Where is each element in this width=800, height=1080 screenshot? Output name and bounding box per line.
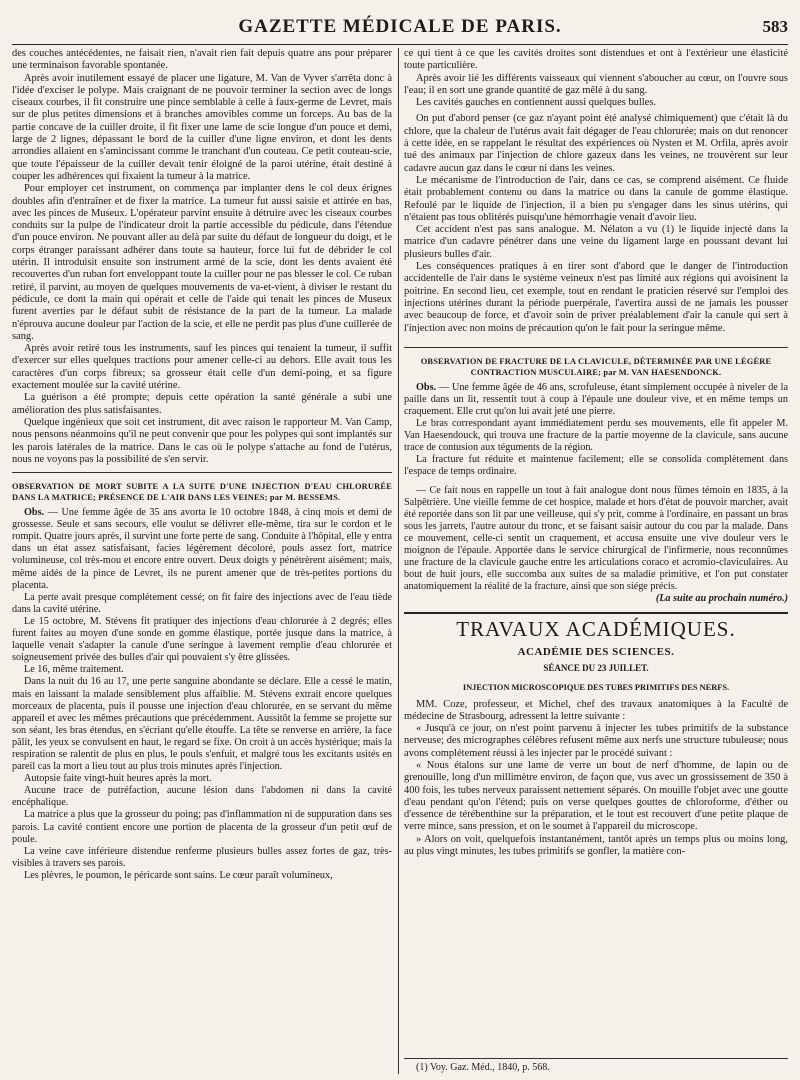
paragraph: Après avoir inutilement essayé de placer une ligature, M. Van de Vyver s'arrêta donc à l'idée d'exciser le polype. Mais craignant de ne pouvoir terminer la section avec de longs ciseaux courbes, il fit construire une pince semblable à celle à faux-germe de Levret, mais sur de plus petites dimensions et à branches amovibles comme un forceps. Au bas de la partie concave de la cuiller droite, il fit fixer une lame de scie longue d'un pouce et demi, large de 2 lignes, dépassant le bord de la cuiller d'une ligne environ, et dont les dents arrondies allaient en s'amincissant comme le tranchant d'un couteau. Ce petit couteau-scie, que toute l'épaisseur de la cuiller devait tenir éloigné de la paroi utérine, était destiné à couper les adhérences qui fixaient la tumeur à la matrice. bbox=[12, 72, 392, 182]
paragraph: Après avoir retiré tous les instruments, sauf les pinces qui tenaient la tumeur, il suffit d'exercer sur elles quelques tractions pour amener celle-ci au dehors. Elle avait tous les caractères d'un corps fibreux; sa grosseur était celle d'un demi-poing, et sa figure exactement moulée sur la cavité utérine. bbox=[12, 343, 392, 392]
paragraph: La fracture fut réduite et maintenue facilement; elle se consolida complètement dans l'espace de temps ordinaire. bbox=[404, 454, 788, 478]
paragraph: — Ce fait nous en rappelle un tout à fait analogue dont nous fûmes témoin en 1835, à la Salpêtrière. Une vieille femme de cet hospice, malade et hors d'état de pouvoir marcher, avait été reportée dans son lit par une veilleuse, qui s'y prit, comme à l'ordinaire, en passant un bras sous les jarrets, l'autre autour du tronc, et se faisant saisir autour du cou par la malade. Dans ce mouvement, celle-ci sentit un craquement, et accusa ensuite une vive douleur vers le moignon de l'épaule. Apportée dans le service chirurgical de l'infirmerie, nous reconnûmes une fracture de la clavicule gauche entre les articulations coraco et acromio-claviculaires. Au bout de huit jours, elle succomba aux suites de sa maladie primitive, et l'on put constater anatomiquement la réalité de la fracture, ainsi que son siége précis. bbox=[404, 484, 788, 593]
paragraph: Le mécanisme de l'introduction de l'air, dans ce cas, se comprend aisément. Ce fluide était probablement contenu ou dans la matrice ou dans la canule de gomme élastique. Refoulé par le liquide de l'injection, il a bien pu s'engager dans les sinus utérins, qui n'étaient pas tous oblitérés puisqu'une hémorrhagie venait d'avoir lieu. bbox=[404, 174, 788, 223]
footnote: (1) Voy. Gaz. Méd., 1840, p. 568. bbox=[404, 1058, 788, 1074]
observation-body bbox=[404, 382, 788, 606]
paragraph: Aucune trace de putréfaction, aucune lésion dans l'abdomen ni dans la cavité encéphalique. bbox=[12, 785, 392, 809]
paragraph: On put d'abord penser (ce gaz n'ayant point été analysé chimiquement) que c'était là du chlore, que la chaleur de l'utérus avait fait dégager de l'eau chlorurée; mais on dut renoncer à cette idée, en se rappelant le résultat des expériences où Nysten et M. Orfila, après avoir tué des animaux par l'injection de chlore gazeux dans les veines, ne trouvèrent sur leur cadavre aucun gaz dans le cœur ni dans les veines. bbox=[404, 113, 788, 174]
paragraph: ce qui tient à ce que les cavités droites sont distendues et ont à l'extérieur une élasticité toute particulière. bbox=[404, 48, 788, 72]
paragraph: Le 16, même traitement. bbox=[24, 664, 124, 676]
paragraph: Autopsie faite vingt-huit heures après la mort. bbox=[24, 773, 212, 785]
separator bbox=[404, 612, 788, 614]
paragraph: des couches antécédentes, ne faisait rien, n'avait rien fait depuis quatre ans pour préparer une terminaison favorable spontanée. bbox=[12, 48, 392, 72]
academy-title: ACADÉMIE DES SCIENCES. bbox=[517, 645, 675, 658]
paragraph: « Jusqu'à ce jour, on n'est point parvenu à injecter les tubes primitifs de la substance nerveuse; des micrographes célèbres refusent même aux nerfs une structure tubuleuse; nous avons complétement réussi à les injecter par le procédé suivant : bbox=[404, 723, 788, 759]
session-date: SÉANCE DU 23 JUILLET. bbox=[543, 662, 649, 673]
paragraph: Pour employer cet instrument, on commença par implanter dens le col deux érignes doubles afin d'entraîner et de fixer la matrice. La tumeur fut aussi saisie et attirée en bas, avec les pinces de Museux. L'opérateur parvint ensuite à détruire avec les ciseaux courbes conduits sur la pulpe de l'indicateur droit la partie accessible du pédicule, dans l'étendue d'un pouce environ. Ne pouvant aller au delà par suite du défaut de longueur du doigt, et le corps étranger paraissant adhérer dans toute sa hauteur, force lui fut de débrider le col utérin. Il introduisit ensuite son instrument armé de la scie, dont les dents avaient été recouvertes d'un ruban fort enveloppant toute la cuiller pour ne pas blesser le col. Ce ruban retiré, il parvint, au moyen de quelques mouvements de va-et-vient, à diviser le restant du pédicule, ce dont la main qui opérait et celle de l'aide qui tenait les pinces de Museux furent averties par le défaut subit de résistance de la part de la tumeur. La malade n'éprouva aucune douleur par l'action de la scie, et elle ne perdit pas plus d'une cuillerée de sang. bbox=[12, 183, 392, 342]
paragraph: Le 15 octobre, M. Stévens fit pratiquer des injections d'eau chlorurée à 2 degrés; elles furent faites au moyen d'une sonde en gomme élastique, portée jusque dans la matrice, à laquelle venait s'adapter la canule d'une seringue à lavement remplie d'eau chlorurée et soigneusement privée des bulles d'air qui pouvaient s'y être glissées. bbox=[12, 615, 392, 664]
paragraph-text: — Une femme âgée de 35 ans avorta le 10 octobre 1848, à cinq mois et demi de grossesse. Seule et sans secours, elle voulut se délivrer elle-même, tira sur le cordon et le rompit. Quatre jours après, il survint une forte perte de sang. Conduite à l'hôpital, elle y entra dans un état assez satisfaisant, facies légèrement décoloré, pouls assez fort, matrice volumineuse, col très-mou et encore entre ouvert. Deux doigts y pénétrèrent aisément; mais, même aidés de la pince de Levret, ils ne purent amener que de très-petites portions du placenta. bbox=[12, 507, 392, 591]
observation-title: OBSERVATION DE MORT SUBITE A LA SUITE D'UNE INJECTION D'EAU CHLORURÉE DANS LA MATRICE; PRÉSENCE DE L'AIR DANS LES VEINES; par M. BESSEMS. bbox=[12, 482, 392, 503]
separator bbox=[404, 347, 788, 348]
article-title: INJECTION MICROSCOPIQUE DES TUBES PRIMITIFS DES NERFS. bbox=[462, 682, 730, 692]
paragraph-text: — Une femme âgée de 46 ans, scrofuleuse, étant simplement occupée à niveler de la paille dans un lit, ressentit tout à coup à l'épaule une douleur vive, et en même temps un craquement. Elle crut qu'on lui avait jeté une pierre. bbox=[404, 381, 788, 418]
paragraph: « Nous étalons sur une lame de verre un bout de nerf d'homme, de lapin ou de grenouille, long d'un millimètre environ, de façon que, vus avec un grossissement de 350 à 400 fois, les tubes nerveux paraissent nettement séparés. On mouille l'objet avec une goutte d'eau pendant qu'on l'étend; puis on verse quelques gouttes de chloroforme, d'éther ou d'essence de térébenthine sur la préparation, et le tout est recouvert d'une petite plaque de verre mince, sans pression, et on le soumet à l'appareil du microscope. bbox=[404, 760, 788, 833]
page-header bbox=[12, 10, 788, 45]
paragraph bbox=[12, 507, 392, 592]
separator bbox=[12, 472, 392, 473]
paragraph: La guérison a été prompte; depuis cette opération la santé générale a subi une amélioration des plus satisfaisantes. bbox=[12, 392, 392, 416]
paragraph: Les plèvres, le poumon, le péricarde sont sains. Le cœur paraît volumineux, bbox=[24, 869, 333, 881]
paragraph: Dans la nuit du 16 au 17, une perte sanguine abondante se déclare. Elle a cessé le matin, mais en laissant la malade sensiblement plus affaiblie. M. Stévens extrait encore quelques morceaux de placenta, puis il pousse une injection d'eau chlorurée, en se servant du même appareil et avec les mêmes précautions que précédemment. Aussitôt la femme se projette sur son séant, les bras étendus, en s'écriant qu'elle étouffe. La tête se renverse en arrière, la face pâlit, les yeux se convulsent en haut, le regard se fixe. On croit à un accès hystérique; mais la respiration se ralentit de plus en plus, le pouls s'enfuit, et malgré tous les excitants usités en pareil cas la mort a lieu tout au plus trois minutes après l'injection. bbox=[12, 676, 392, 773]
paragraph: Quelque ingénieux que soit cet instrument, dit avec raison le rapporteur M. Van Camp, nous pensons néanmoins qu'il ne peut convenir que pour les polypes qui sont implantés sur les parois latérales de la matrice. Dans le cas où le polype s'attache au fond de l'utérus, nous ne voyons pas la possibilité de s'en servir. bbox=[12, 416, 392, 465]
observation-body bbox=[12, 507, 392, 882]
paragraph: La matrice a plus que la grosseur du poing; pas d'inflammation ni de suppuration dans ses parois. La cavité contient encore une portion de placenta de la grosseur d'un petit œuf de poule. bbox=[12, 809, 392, 845]
obs-lead: Obs. bbox=[24, 507, 45, 519]
page-number: 583 bbox=[762, 17, 788, 36]
paragraph: Les cavités gauches en contiennent aussi quelques bulles. bbox=[416, 97, 656, 109]
paragraph: La perte avait presque complétement cessé; on fit faire des injections avec de l'eau tiède dans la cavité utérine. bbox=[12, 591, 392, 615]
paragraph: Après avoir lié les différents vaisseaux qui viennent s'aboucher au cœur, on l'ouvre sous l'eau; il en sort une grande quantité de gaz mêlé à du sang. bbox=[404, 72, 788, 96]
to-be-continued: (La suite au prochain numéro.) bbox=[655, 593, 788, 605]
observation-title: OBSERVATION DE FRACTURE DE LA CLAVICULE, DÉTERMINÉE PAR UNE LÉGÈRE CONTRACTION MUSCULAIRE; par M. VAN HAESENDONCK. bbox=[420, 356, 772, 377]
paragraph: » Alors on voit, quelquefois instantanément, tantôt après un temps plus ou moins long, au plus vingt minutes, les tubes primitifs se gonfler, la matière con- bbox=[404, 833, 788, 858]
paragraph: La veine cave inférieure distendue renferme plusieurs bulles assez fortes de gaz, très-visibles à travers ses parois. bbox=[12, 845, 392, 869]
obs-lead: Obs. bbox=[416, 381, 437, 393]
left-column bbox=[12, 48, 392, 1074]
column-divider bbox=[398, 48, 399, 1074]
paragraph: Les conséquences pratiques à en tirer sont d'abord que le danger de l'introduction accidentelle de l'air dans le système veineux n'est pas limité aux régions qui avoisinent la poitrine. En second lieu, cet exemple, tout en rendant le praticien réservé sur l'emploi des injections utérines durant la période puerpérale, l'avertira aussi de ne jamais les pousser avec beaucoup de force, et d'avoir soin de priver préalablement d'air la canule qui sert à l'injection avec non moins de précaution qu'on le fait pour la seringue même. bbox=[404, 261, 788, 334]
paragraph: MM. Coze, professeur, et Michel, chef des travaux anatomiques à la Faculté de médecine de Strasbourg, adressent la lettre suivante : bbox=[404, 698, 788, 722]
right-column bbox=[404, 48, 788, 1074]
journal-title: GAZETTE MÉDICALE DE PARIS. bbox=[238, 16, 562, 37]
paragraph bbox=[404, 382, 788, 418]
paragraph: Cet accident n'est pas sans analogue. M. Nélaton a vu (1) le liquide injecté dans la matrice d'un cadavre pénétrer dans une veine du ligament large en poussant devant lui plusieurs bulles d'air. bbox=[404, 224, 788, 260]
right-column-body bbox=[404, 48, 788, 1054]
section-title: TRAVAUX ACADÉMIQUES. bbox=[456, 616, 736, 641]
paragraph: Le bras correspondant ayant immédiatement perdu ses mouvements, elle fit appeler M. Van Haesendouck, qui trouva une fracture de la partie moyenne de la clavicule, sans aucune trace de contusion aux téguments de la région. bbox=[404, 418, 788, 454]
